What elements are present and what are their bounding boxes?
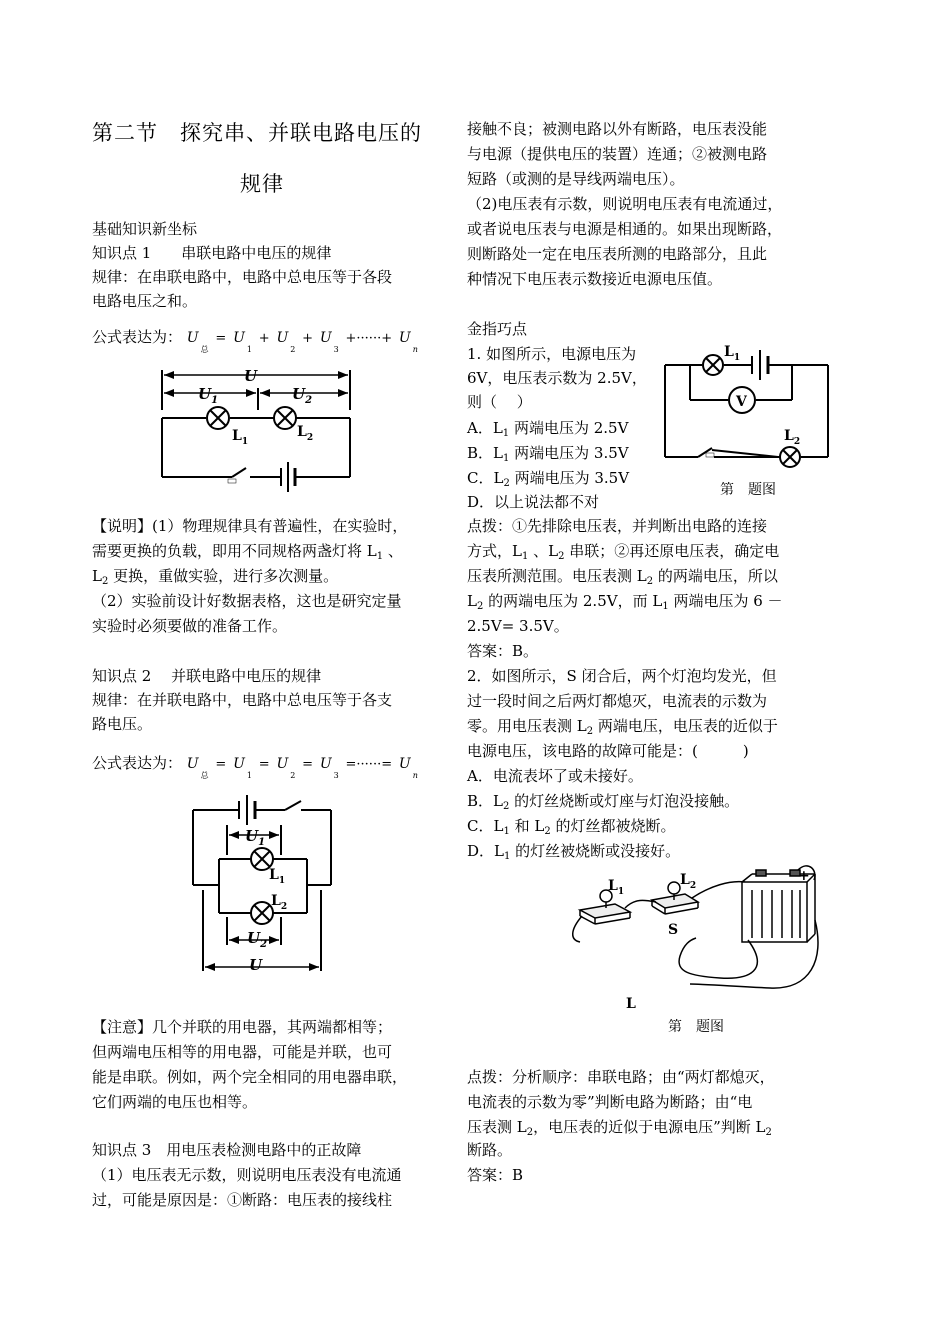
q2-fig-S: S (668, 922, 679, 938)
q2-line3: 零。用电压表测 $L_2$ 两端电压，电压表的近似于 (467, 717, 778, 737)
hint2-line1: 点拨：分析顺序：串联电路；由“两灯都熄灭， (467, 1068, 775, 1086)
hint1-line5: 2.5V= 3.5V。 (467, 617, 569, 635)
q2-option-d: D．$L_1$ 的灯丝被烧断或没接好。 (467, 842, 681, 862)
q1-line1: 1. 如图所示，电源电压为 (467, 345, 637, 363)
parallel-circuit-diagram (185, 795, 345, 975)
kp2-rule-line1: 规律：在并联电路中，电路中总电压等于各支 (92, 691, 393, 709)
note1-line3: $L_2$ 更换，重做实验，进行多次测量。 (92, 567, 339, 587)
hint1-line3: 压表所测范围。电压表测 $L_2$ 的两端电压，所以 (467, 567, 778, 587)
q2-fig-L2: $L_2$ (680, 872, 697, 891)
series-L2-label: $L_2$ (297, 424, 314, 443)
hint1-line2: 方式，$L_1$ 、$L_2$ 串联；②再还原电压表，确定电 (467, 542, 780, 562)
note2-line3: 能是串联。例如，两个完全相同的用电器串联， (92, 1068, 408, 1086)
right-para-line3: 短路（或测的是导线两端电压）。 (467, 170, 685, 188)
right-para-line7: 种情况下电压表示数接近电源电压值。 (467, 270, 723, 288)
hint1-line4: $L_2$ 的两端电压为 2.5V，而 $L_1$ 两端电压为 6 － (467, 592, 783, 612)
q1-option-a: A．$L_1$ 两端电压为 2.5V (467, 419, 629, 439)
right-para-line1: 接触不良；被测电路以外有断路，电压表没能 (467, 120, 768, 138)
kp2-rule-line2: 路电压。 (92, 715, 153, 733)
hint2-line2: 电流表的示数为零”判断电路为断路；由“电 (467, 1093, 753, 1111)
q1-fig-L1: $L_1$ (724, 344, 741, 363)
note1-line4: （2）实验前设计好数据表格，这也是研究定量 (92, 592, 402, 610)
note2-line1: 【注意】几个并联的用电器，其两端都相等； (92, 1018, 393, 1036)
tips-heading: 金指巧点 (467, 320, 528, 338)
q2-line4: 电源电压，该电路的故障可能是：( ) (467, 742, 749, 760)
formula-series: 公式表达为： $U_总 = U_1 + U_2 + U_3$ +······+ $U_n$ (92, 328, 418, 354)
q1-option-b: B．$L_1$ 两端电压为 3.5V (467, 444, 629, 464)
parallel-L2-label: $L_2$ (271, 893, 288, 912)
q2-physical-circuit (570, 860, 820, 1010)
q2-fig-L1: $L_1$ (608, 878, 625, 897)
hint1-answer: 答案：B。 (467, 642, 539, 660)
parallel-L1-label: $L_1$ (269, 867, 286, 886)
series-U2-label: $U_2$ (292, 385, 313, 406)
q1-option-c: C．$L_2$ 两端电压为 3.5V (467, 469, 630, 489)
parallel-U2-label: $U_2$ (247, 929, 268, 950)
q2-figure-caption: 第 题图 (668, 1019, 724, 1035)
parallel-U1-label: $U_1$ (245, 827, 266, 848)
kp1-rule-line2: 电路电压之和。 (92, 292, 198, 310)
right-para-line5: 或者说电压表与电源是相通的。如果出现断路， (467, 220, 783, 238)
note1-line5: 实验时必须要做的准备工作。 (92, 617, 288, 635)
q1-figure-caption: 第 题图 (720, 482, 776, 498)
right-para-line6: 则断路处一定在电压表所测的电路部分，且此 (467, 245, 768, 263)
hint2-line3: 压表测 $L_2$，电压表的近似于电源电压”判断 $L_2$ (467, 1118, 772, 1138)
page-title-line1: 第二节 探究串、并联电路电压的 (92, 121, 422, 145)
right-para-line2: 与电源（提供电压的装置）连通；②被测电路 (467, 145, 768, 163)
q1-line3: 则（ ） (467, 393, 532, 411)
q2-option-b: B．$L_2$ 的灯丝烧断或灯座与灯泡没接触。 (467, 792, 740, 812)
q1-option-d: D．以上说法都不对 (467, 493, 600, 511)
series-U1-label: $U_1$ (198, 385, 219, 406)
parallel-U-label: U (249, 956, 263, 974)
section-heading: 基础知识新坐标 (92, 220, 198, 238)
q1-fig-L2: $L_2$ (784, 428, 801, 447)
kp3-line1: （1）电压表无示数，则说明电压表没有电流通 (92, 1166, 402, 1184)
kp1-heading: 知识点 1 串联电路中电压的规律 (92, 244, 332, 262)
kp3-line2: 过，可能是原因是：①断路：电压表的接线柱 (92, 1191, 393, 1209)
hint2-answer: 答案：B (467, 1166, 524, 1184)
note1-line1: 【说明】(1）物理规律具有普遍性，在实验时， (92, 517, 408, 535)
hint1-line1: 点拨：①先排除电压表，并判断出电路的连接 (467, 517, 768, 535)
q2-fig-L: L (626, 996, 636, 1012)
series-circuit-diagram (150, 360, 370, 485)
page-title-line2: 规律 (240, 172, 284, 196)
q1-circuit-diagram (660, 340, 835, 460)
kp2-heading: 知识点 2 并联电路中电压的规律 (92, 667, 322, 685)
series-L1-label: $L_1$ (232, 428, 249, 447)
note2-line2: 但两端电压相等的用电器，可能是并联，也可 (92, 1043, 393, 1061)
q1-fig-V: V (736, 394, 747, 410)
note1-line2: 需要更换的负载，即用不同规格两盏灯将 $L_1$ 、 (92, 542, 403, 562)
q2-option-c: C．$L_1$ 和 $L_2$ 的灯丝都被烧断。 (467, 817, 676, 837)
kp1-rule-line1: 规律：在串联电路中，电路中总电压等于各段 (92, 268, 393, 286)
hint2-line4: 断路。 (467, 1141, 513, 1159)
formula-parallel: 公式表达为： $U_总 = U_1 = U_2 = U_3$ =······= $U_n$ (92, 754, 418, 780)
q2-fig-plus: + (798, 868, 810, 884)
series-U-label: U (244, 367, 258, 385)
q2-line1: 2．如图所示，S 闭合后，两个灯泡均发光，但 (467, 667, 777, 685)
kp3-heading: 知识点 3 用电压表检测电路中的正故障 (92, 1141, 362, 1159)
q1-line2: 6V，电压表示数为 2.5V， (467, 369, 647, 387)
q2-option-a: A．电流表坏了或未接好。 (467, 767, 643, 785)
right-para-line4: （2)电压表有示数，则说明电压表有电流通过， (467, 195, 783, 213)
note2-line4: 它们两端的电压也相等。 (92, 1093, 258, 1111)
q2-line2: 过一段时间之后两灯都熄灭，电流表的示数为 (467, 692, 768, 710)
